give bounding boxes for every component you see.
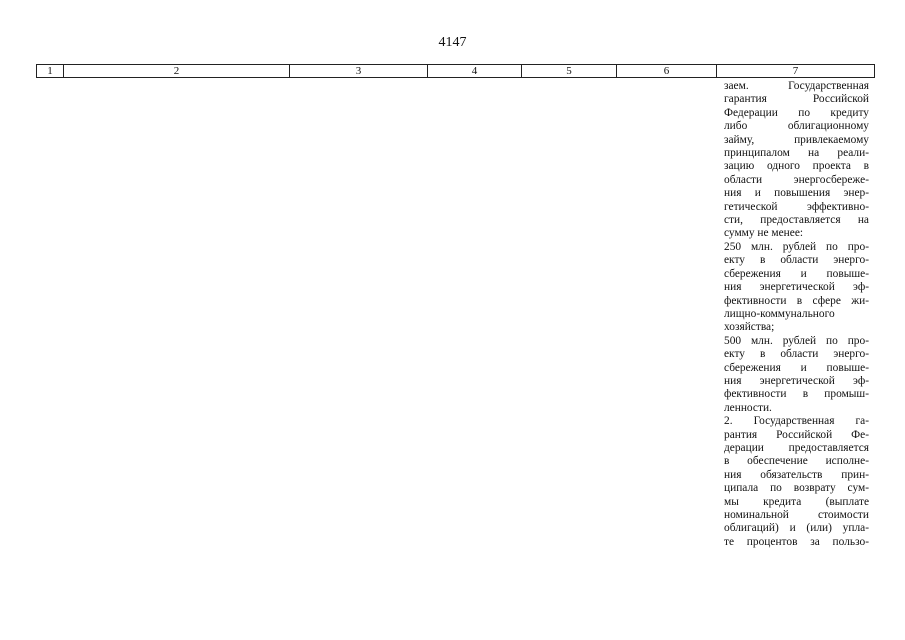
text-line: ленности. — [724, 401, 772, 414]
header-row — [37, 65, 875, 78]
text-line: сбережения и повыше- — [724, 361, 869, 374]
column-7-text — [724, 80, 869, 549]
text-line: 250 млн. рублей по про- — [724, 240, 869, 253]
text-line: области энергосбереже- — [724, 173, 869, 186]
text-line: займу, привлекаемому — [724, 133, 869, 146]
text-line: те процентов за пользо- — [724, 535, 869, 548]
text-line: номинальной стоимости — [724, 509, 869, 521]
page-number: 4147 — [438, 35, 467, 50]
text-line: ципала по возврату сум- — [724, 482, 869, 495]
text-line: гарантия Российской — [724, 93, 869, 106]
text-line: фективности в промыш- — [724, 388, 869, 401]
column-number-6: 6 — [617, 65, 717, 78]
column-numbering-header — [36, 64, 875, 78]
column-number-5: 5 — [522, 65, 617, 78]
text-line: ния энергетической эф- — [724, 374, 869, 387]
text-line: принципалом на реали- — [724, 147, 869, 160]
column-number-2: 2 — [64, 65, 290, 78]
text-line: заем. Государственная — [724, 80, 869, 92]
column-number-7: 7 — [717, 65, 875, 78]
column-number-4: 4 — [428, 65, 522, 78]
text-line: ния и повышения энер- — [724, 187, 869, 200]
text-line: 500 млн. рублей по про- — [724, 334, 869, 347]
text-line: гетической эффективно- — [724, 200, 869, 213]
text-line: дерации предоставляется — [724, 441, 869, 454]
text-line: екту в области энерго- — [724, 254, 869, 267]
text-line: ния энергетической эф- — [724, 281, 869, 294]
text-line: фективности в сфере жи- — [724, 294, 869, 307]
text-line: облигаций) и (или) упла- — [724, 522, 869, 535]
column-number-3: 3 — [290, 65, 428, 78]
text-line: сти, предоставляется на — [724, 214, 869, 227]
text-line: сумму не менее: — [724, 227, 804, 240]
text-line: сбережения и повыше- — [724, 267, 869, 280]
text-line: екту в области энерго- — [724, 348, 869, 361]
text-line: 2. Государственная га- — [724, 415, 869, 428]
text-line: лищно-коммунального — [724, 307, 835, 320]
text-line: Федерации по кредиту — [724, 106, 869, 119]
text-line: мы кредита (выплате — [724, 495, 869, 508]
text-line: ния обязательств прин- — [724, 468, 869, 481]
text-line: в обеспечение исполне- — [724, 455, 869, 468]
text-line: рантия Российской Фе- — [724, 428, 869, 441]
column-number-1: 1 — [37, 65, 64, 78]
text-line: зацию одного проекта в — [724, 160, 869, 173]
text-line: либо облигационному — [724, 120, 869, 133]
text-line: хозяйства; — [724, 321, 775, 334]
